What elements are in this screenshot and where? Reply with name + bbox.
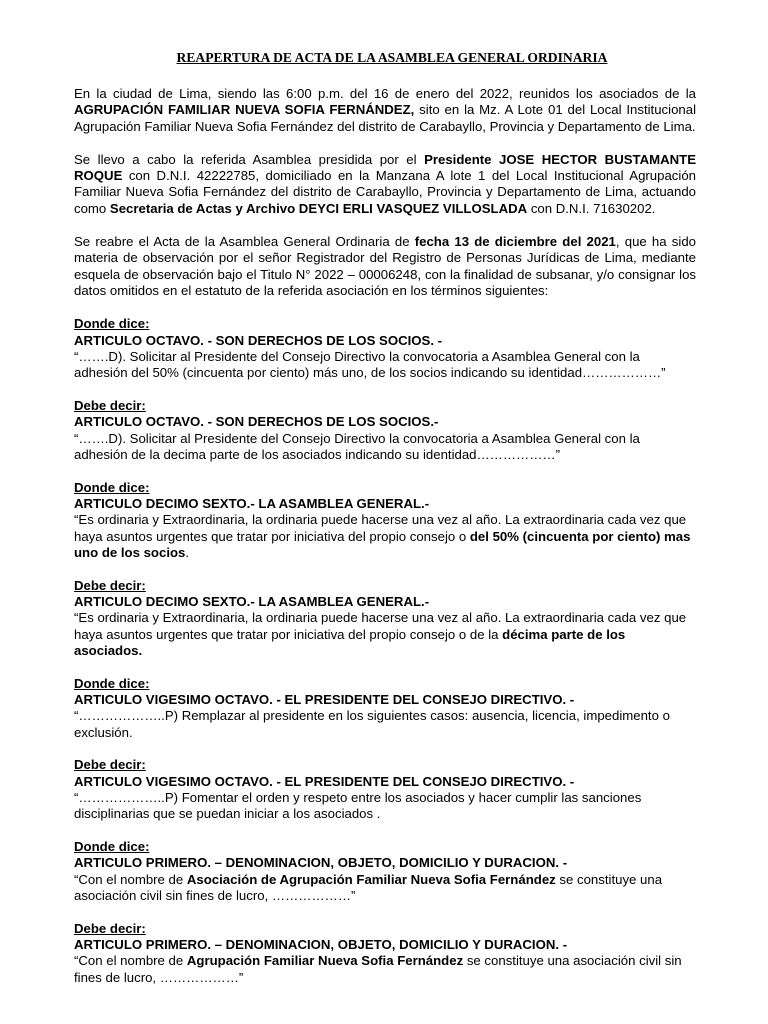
- article-text-part: “………………..P) Fomentar el orden y respeto entre los asociados y hacer cumplir las sanciones disciplinarias que se puedan iniciar a los asociados .: [74, 789, 642, 822]
- reopen-text-1: Se reabre el Acta de la Asamblea General Ordinaria de: [74, 234, 415, 250]
- article-text-part: se constituye una asociación civil sin fines de lucro, ………………”: [74, 953, 682, 985]
- amendment-section: [74, 921, 696, 986]
- article-heading: ARTICULO VIGESIMO OCTAVO. - EL PRESIDENTE DEL CONSEJO DIRECTIVO. -: [74, 773, 575, 789]
- article-text-part: se constituye una asociación civil sin fines de lucro, ………………”: [74, 871, 663, 903]
- article-text: [74, 953, 696, 986]
- article-text-part: “Es ordinaria y Extraordinaria, la ordinaria puede hacerse una vez al año. La extraordinaria cada vez que haya asuntos urgentes que tratar por iniciativa del propio consejo o: [74, 512, 687, 544]
- article-text-bold: del 50% (cincuenta por ciento) mas uno de los socios: [74, 528, 691, 560]
- article-text: [74, 431, 696, 464]
- article-text-part: “Con el nombre de: [74, 953, 187, 969]
- section-label: Debe decir:: [74, 920, 146, 936]
- section-label: Debe decir:: [74, 397, 146, 413]
- article-text-part: “Con el nombre de: [74, 871, 187, 887]
- amendment-section: [74, 316, 696, 381]
- reopen-paragraph: [74, 234, 696, 299]
- amendment-section: [74, 480, 696, 561]
- article-text-part: “…….D). Solicitar al Presidente del Consejo Directivo la convocatoria a Asamblea General con la adhesión del 50% (cincuenta por ciento) más uno, de los socios indicando su identidad………………”: [74, 348, 666, 381]
- amendment-section: [74, 839, 696, 904]
- article-heading: ARTICULO DECIMO SEXTO.- LA ASAMBLEA GENERAL.-: [74, 593, 430, 609]
- article-text-part: “………………..P) Remplazar al presidente en los siguientes casos: ausencia, licencia, impedimento o exclusión.: [74, 708, 670, 740]
- intro-paragraph: [74, 86, 696, 135]
- article-text: [74, 708, 696, 741]
- amendment-section: [74, 757, 696, 822]
- article-heading: ARTICULO PRIMERO. – DENOMINACION, OBJETO, DOMICILIO Y DURACION. -: [74, 855, 568, 871]
- assembly-paragraph: [74, 152, 696, 217]
- article-heading: ARTICULO OCTAVO. - SON DERECHOS DE LOS SOCIOS. -: [74, 332, 443, 348]
- article-text-bold: Agrupación Familiar Nueva Sofia Fernández: [186, 953, 464, 969]
- amendment-sections: [74, 316, 696, 986]
- section-label: Donde dice:: [74, 838, 150, 854]
- article-heading: ARTICULO PRIMERO. – DENOMINACION, OBJETO, DOMICILIO Y DURACION. -: [74, 936, 568, 952]
- article-heading: ARTICULO VIGESIMO OCTAVO. - EL PRESIDENTE DEL CONSEJO DIRECTIVO. -: [74, 691, 575, 707]
- assembly-text-1: Se llevo a cabo la referida Asamblea presidida por el: [74, 151, 425, 167]
- amendment-section: [74, 398, 696, 463]
- amendment-section: [74, 578, 696, 659]
- assembly-bold-secretary: Secretaria de Actas y Archivo DEYCI ERLI VASQUEZ VILLOSLADA: [109, 200, 528, 216]
- amendment-section: [74, 676, 696, 741]
- intro-text-2: sito en la Mz. A Lote 01 del Local Institucional Agrupación Familiar Nueva Sofia Fernández del distrito de Carabayllo, Provincia y Departamento de Lima.: [74, 102, 696, 134]
- article-heading: ARTICULO DECIMO SEXTO.- LA ASAMBLEA GENERAL.-: [74, 495, 430, 511]
- article-text-bold: décima parte de los asociados.: [74, 626, 626, 658]
- article-text-part: .: [185, 544, 190, 560]
- section-label: Donde dice:: [74, 675, 150, 691]
- article-text: [74, 610, 696, 659]
- document-title: REAPERTURA DE ACTA DE LA ASAMBLEA GENERAL ORDINARIA: [176, 50, 608, 65]
- article-text-part: “Es ordinaria y Extraordinaria, la ordinaria puede hacerse una vez al año. La extraordinaria cada vez que haya asuntos urgentes que tratar por iniciativa del propio consejo o de la: [74, 610, 687, 642]
- reopen-text-2: , que ha sido materia de observación por el señor Registrador del Registro de Personas Jurídicas de Lima, mediante esquela de observación bajo el Titulo N° 2022 – 00006248, con la finalidad de subsanar, y/o consignar los datos omitidos en el estatuto de la referida asociación en los términos siguientes:: [74, 234, 696, 298]
- section-label: Donde dice:: [74, 316, 150, 332]
- intro-text-1: En la ciudad de Lima, siendo las 6:00 p.m. del 16 de enero del 2022, reunidos los asociados de la: [74, 86, 696, 101]
- article-text: [74, 790, 696, 823]
- intro-bold-association: AGRUPACIÓN FAMILIAR NUEVA SOFIA FERNÁNDEZ,: [74, 102, 415, 118]
- section-label: Donde dice:: [74, 479, 150, 495]
- reopen-bold-date: fecha 13 de diciembre del 2021: [414, 234, 616, 250]
- article-text: [74, 512, 696, 561]
- article-text: [74, 349, 696, 382]
- section-label: Debe decir:: [74, 577, 146, 593]
- assembly-text-2: con D.N.I. 42222785, domiciliado en la Manzana A lote 1 del Local Institucional Agrupación Familiar Nueva Sofia Fernández del distrito de Carabayllo, Provincia y Departamento de Lima, actuando como: [74, 168, 696, 216]
- article-text: [74, 872, 696, 905]
- assembly-text-3: con D.N.I. 71630202.: [527, 200, 656, 216]
- article-heading: ARTICULO OCTAVO. - SON DERECHOS DE LOS SOCIOS.-: [74, 414, 439, 430]
- article-text-bold: Asociación de Agrupación Familiar Nueva Sofia Fernández: [186, 871, 556, 887]
- assembly-bold-president: Presidente JOSE HECTOR BUSTAMANTE ROQUE: [74, 151, 697, 184]
- section-label: Debe decir:: [74, 757, 146, 773]
- article-text-part: “…….D). Solicitar al Presidente del Consejo Directivo la convocatoria a Asamblea General con la adhesión de la decima parte de los asociados indicando su identidad………………”: [74, 430, 640, 462]
